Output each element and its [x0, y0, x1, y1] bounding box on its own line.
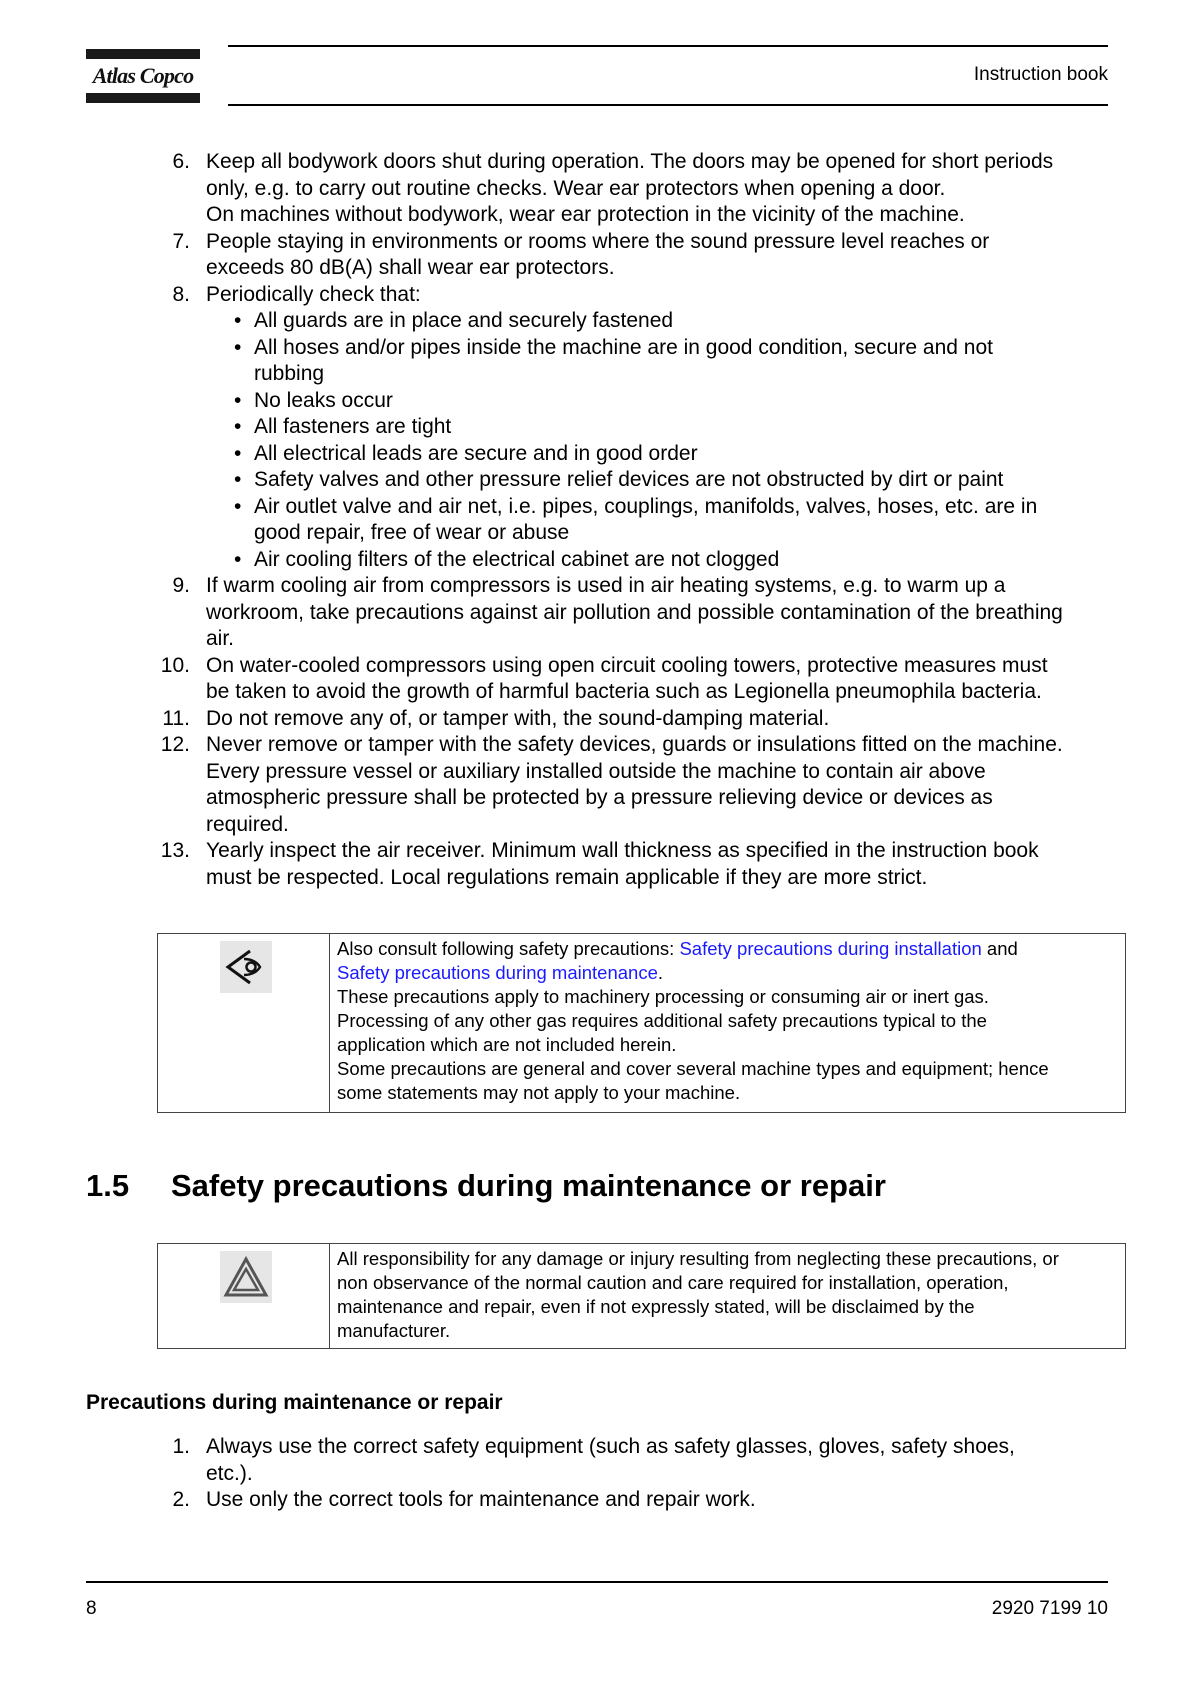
- header-rule-top: [228, 45, 1108, 47]
- info-intro: Also consult following safety precautions:: [337, 938, 680, 959]
- list-item-line: If warm cooling air from compressors is used in air heating systems, e.g. to warm up a: [206, 574, 1006, 597]
- list-item: [0, 229, 1190, 282]
- footer-rule: [86, 1581, 1108, 1583]
- bullet-list: [206, 308, 1100, 573]
- bullet-item-line: Air outlet valve and air net, i.e. pipes, couplings, manifolds, valves, hoses, etc. are in: [254, 494, 1038, 518]
- list-item: [0, 282, 1190, 574]
- warning-line: All responsibility for any damage or injury resulting from neglecting these precautions, or: [337, 1248, 1059, 1269]
- warning-line: non observance of the normal caution and care required for installation, operation,: [337, 1272, 1009, 1293]
- list-item: [0, 1434, 1190, 1487]
- safety-list-maintenance: [0, 1434, 1190, 1514]
- list-item-number: 7.: [172, 229, 190, 253]
- list-item-line: Do not remove any of, or tamper with, the sound-damping material.: [206, 706, 830, 730]
- list-item: [0, 838, 1190, 891]
- page-number: 8: [86, 1598, 97, 1619]
- info-box-text: [337, 937, 1121, 1105]
- list-item-number: 13.: [160, 839, 190, 862]
- bullet-item-line: All guards are in place and securely fastened: [254, 309, 674, 332]
- info-line: Some precautions are general and cover several machine types and equipment; hence: [337, 1058, 1049, 1079]
- info-line: application which are not included herein.: [337, 1034, 677, 1055]
- safety-list-operation: [0, 149, 1190, 891]
- info-line: These precautions apply to machinery processing or consuming air or inert gas.: [337, 986, 989, 1007]
- list-item-line: etc.).: [206, 1461, 253, 1485]
- bullet-item-line: Air cooling filters of the electrical cabinet are not clogged: [254, 547, 780, 571]
- list-item-number: 12.: [160, 733, 190, 756]
- list-item: [0, 732, 1190, 838]
- list-item-line: exceeds 80 dB(A) shall wear ear protectors.: [206, 256, 615, 279]
- list-item-line: workroom, take precautions against air pollution and possible contamination of the breathing: [206, 600, 1063, 624]
- info-box: [157, 933, 1126, 1113]
- link-installation-precautions[interactable]: Safety precautions during installation: [679, 938, 982, 959]
- bullet-dot-icon: •: [234, 415, 242, 438]
- bullet-item-line: good repair, free of wear or abuse: [254, 521, 570, 544]
- bullet-item-line: All hoses and/or pipes inside the machine are in good condition, secure and not: [254, 335, 993, 359]
- warning-triangle-icon: [220, 1251, 272, 1303]
- warning-line: maintenance and repair, even if not expressly stated, will be disclaimed by the: [337, 1296, 975, 1317]
- bullet-item: [206, 494, 1100, 547]
- section-number: 1.5: [86, 1168, 130, 1203]
- list-item-line: On machines without bodywork, wear ear protection in the vicinity of the machine.: [206, 203, 965, 226]
- list-item: [0, 1487, 1190, 1514]
- bullet-dot-icon: •: [234, 547, 242, 571]
- list-item-line: only, e.g. to carry out routine checks. Wear ear protectors when opening a door.: [206, 176, 946, 200]
- list-item-line: People staying in environments or rooms where the sound pressure level reaches or: [206, 229, 990, 253]
- info-line: Processing of any other gas requires additional safety precautions typical to the: [337, 1010, 987, 1031]
- list-item-number: 10.: [160, 653, 190, 677]
- list-item: [0, 706, 1190, 733]
- list-item-number: 1.: [172, 1435, 190, 1458]
- bullet-item: [206, 467, 1100, 494]
- bullet-dot-icon: •: [234, 441, 242, 465]
- box-divider: [329, 934, 330, 1112]
- list-item: [0, 573, 1190, 653]
- bullet-item-line: rubbing: [254, 362, 325, 385]
- warning-box: [157, 1243, 1126, 1349]
- list-item-line: Use only the correct tools for maintenance and repair work.: [206, 1488, 756, 1511]
- section-title: Safety precautions during maintenance or repair: [171, 1168, 886, 1203]
- bullet-item: [206, 441, 1100, 468]
- bullet-item-line: All electrical leads are secure and in good order: [254, 441, 698, 465]
- list-item-line: Every pressure vessel or auxiliary installed outside the machine to contain air above: [206, 759, 986, 783]
- bullet-item-line: All fasteners are tight: [254, 415, 452, 438]
- warning-line: manufacturer.: [337, 1320, 451, 1341]
- bullet-dot-icon: •: [234, 309, 242, 332]
- list-item-line: air.: [206, 627, 235, 650]
- list-item: [0, 653, 1190, 706]
- bullet-dot-icon: •: [234, 468, 242, 491]
- bullet-item-line: Safety valves and other pressure relief devices are not obstructed by dirt or paint: [254, 468, 1004, 491]
- section-heading: [86, 1167, 886, 1205]
- header-rule-bottom: [228, 104, 1108, 106]
- list-item-line: On water-cooled compressors using open circuit cooling towers, protective measures must: [206, 653, 1048, 677]
- list-item-line: atmospheric pressure shall be protected by a pressure relieving device or devices as: [206, 786, 993, 809]
- list-item-line: Keep all bodywork doors shut during operation. The doors may be opened for short periods: [206, 150, 1054, 173]
- box-divider: [329, 1244, 330, 1348]
- bullet-dot-icon: •: [234, 388, 242, 412]
- logo-bar-bottom: [86, 93, 200, 103]
- logo-text: Atlas Copco: [92, 63, 194, 88]
- list-item-number: 6.: [172, 150, 190, 173]
- bullet-item: [206, 388, 1100, 415]
- warning-box-text: [337, 1247, 1121, 1343]
- atlas-copco-logo: [86, 49, 200, 103]
- info-and: and: [981, 938, 1018, 959]
- list-item: [0, 149, 1190, 229]
- info-period: .: [657, 962, 664, 983]
- document-number: 2920 7199 10: [991, 1598, 1108, 1619]
- bullet-item: [206, 308, 1100, 335]
- bullet-item: [206, 414, 1100, 441]
- list-item-line: Always use the correct safety equipment (such as safety glasses, gloves, safety shoes,: [206, 1435, 1015, 1458]
- subheading: Precautions during maintenance or repair: [86, 1391, 503, 1414]
- list-item-line: Yearly inspect the air receiver. Minimum wall thickness as specified in the instruction book: [206, 839, 1039, 862]
- eye-icon: [220, 941, 272, 993]
- info-line: some statements may not apply to your machine.: [337, 1082, 741, 1103]
- list-item-number: 9.: [172, 574, 190, 597]
- list-item-number: 2.: [172, 1488, 190, 1511]
- list-item-number: 8.: [172, 282, 190, 306]
- bullet-item: [206, 547, 1100, 574]
- bullet-dot-icon: •: [234, 494, 242, 518]
- list-item-number: 11.: [162, 706, 190, 730]
- list-item-line: must be respected. Local regulations remain applicable if they are more strict.: [206, 865, 928, 889]
- logo-bar-top: [86, 49, 200, 59]
- bullet-dot-icon: •: [234, 335, 242, 359]
- link-maintenance-precautions[interactable]: Safety precautions during maintenance: [337, 962, 658, 983]
- list-item-line: Never remove or tamper with the safety devices, guards or insulations fitted on the machine.: [206, 733, 1063, 756]
- list-item-line: Periodically check that:: [206, 282, 421, 306]
- header-title: Instruction book: [973, 64, 1108, 85]
- list-item-line: required.: [206, 812, 289, 836]
- list-item-line: be taken to avoid the growth of harmful bacteria such as Legionella pneumophila bacteria.: [206, 680, 1042, 703]
- bullet-item-line: No leaks occur: [254, 388, 393, 412]
- bullet-item: [206, 335, 1100, 388]
